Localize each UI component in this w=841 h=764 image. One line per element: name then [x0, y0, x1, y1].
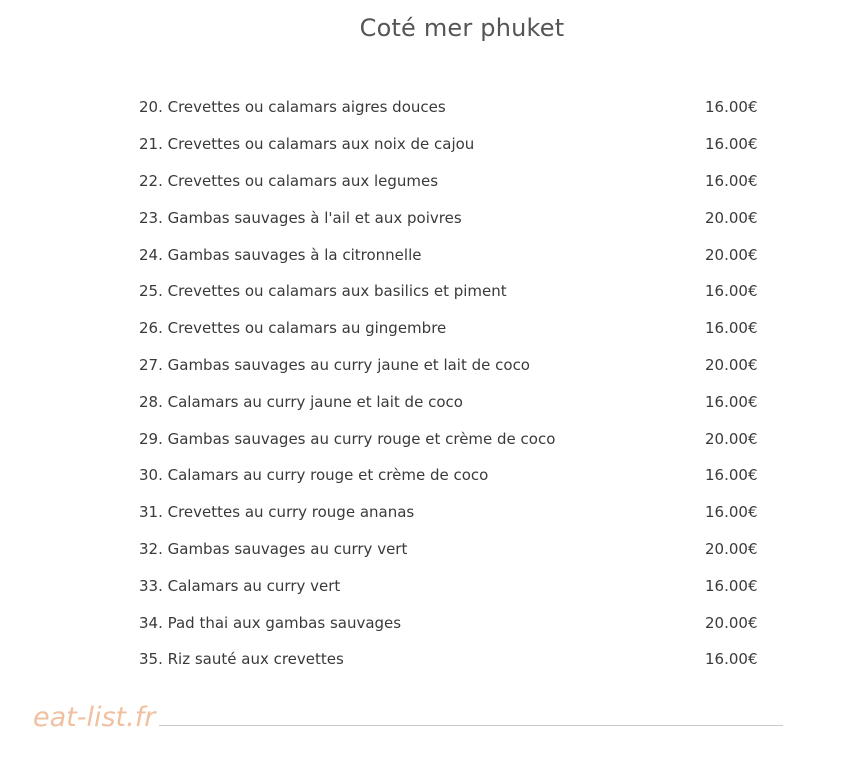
menu-item-name: 33. Calamars au curry vert [139, 576, 341, 595]
menu-item-price: 20.00€ [705, 429, 758, 448]
menu-item-name: 26. Crevettes ou calamars au gingembre [139, 319, 447, 338]
menu-item [139, 457, 779, 494]
menu-item [139, 273, 779, 310]
menu-item [139, 163, 779, 200]
menu-item-price: 16.00€ [705, 171, 758, 190]
footer-divider [137, 725, 783, 726]
menu-item [139, 126, 779, 163]
menu-item-name: 35. Riz sauté aux crevettes [139, 650, 344, 669]
menu-item-name: 34. Pad thai aux gambas sauvages [139, 613, 402, 632]
menu-item [139, 567, 779, 604]
menu-item [139, 604, 779, 641]
watermark: eat-list.fr [33, 702, 159, 733]
menu-item-price: 16.00€ [705, 576, 758, 595]
menu-item [139, 310, 779, 347]
menu-item-price: 16.00€ [705, 98, 758, 117]
menu-item-price: 20.00€ [705, 613, 758, 632]
menu-item [139, 199, 779, 236]
menu-item-name: 29. Gambas sauvages au curry rouge et crème de coco [139, 429, 556, 448]
menu-item-price: 16.00€ [705, 135, 758, 154]
menu-item-price: 16.00€ [705, 503, 758, 522]
menu-item-price: 20.00€ [705, 539, 758, 558]
menu-item [139, 641, 779, 678]
menu-item [139, 420, 779, 457]
menu-item-price: 16.00€ [705, 392, 758, 411]
menu-item-price: 16.00€ [705, 466, 758, 485]
menu-item [139, 347, 779, 384]
menu-item [139, 494, 779, 531]
menu-item [139, 89, 779, 126]
menu-item-price: 16.00€ [705, 319, 758, 338]
menu-item-name: 31. Crevettes au curry rouge ananas [139, 503, 415, 522]
menu-item-name: 30. Calamars au curry rouge et crème de coco [139, 466, 489, 485]
menu-item-price: 20.00€ [705, 245, 758, 264]
page-title: Coté mer phuket [359, 14, 565, 42]
menu-item-name: 20. Crevettes ou calamars aigres douces [139, 98, 446, 117]
menu-item-name: 28. Calamars au curry jaune et lait de coco [139, 392, 463, 411]
menu-item [139, 236, 779, 273]
menu-item-name: 23. Gambas sauvages à l'ail et aux poivres [139, 208, 462, 227]
menu-item [139, 383, 779, 420]
menu-item-price: 20.00€ [705, 355, 758, 374]
menu-item-price: 16.00€ [705, 282, 758, 301]
menu-item-name: 32. Gambas sauvages au curry vert [139, 539, 408, 558]
menu-item-name: 27. Gambas sauvages au curry jaune et lait de coco [139, 355, 530, 374]
menu-item-name: 24. Gambas sauvages à la citronnelle [139, 245, 422, 264]
menu-item-price: 20.00€ [705, 208, 758, 227]
menu-item-name: 25. Crevettes ou calamars aux basilics et piment [139, 282, 507, 301]
menu-item-price: 16.00€ [705, 650, 758, 669]
menu-item [139, 531, 779, 568]
menu-item-name: 21. Crevettes ou calamars aux noix de cajou [139, 135, 475, 154]
menu-list [139, 89, 779, 678]
menu-item-name: 22. Crevettes ou calamars aux legumes [139, 171, 439, 190]
